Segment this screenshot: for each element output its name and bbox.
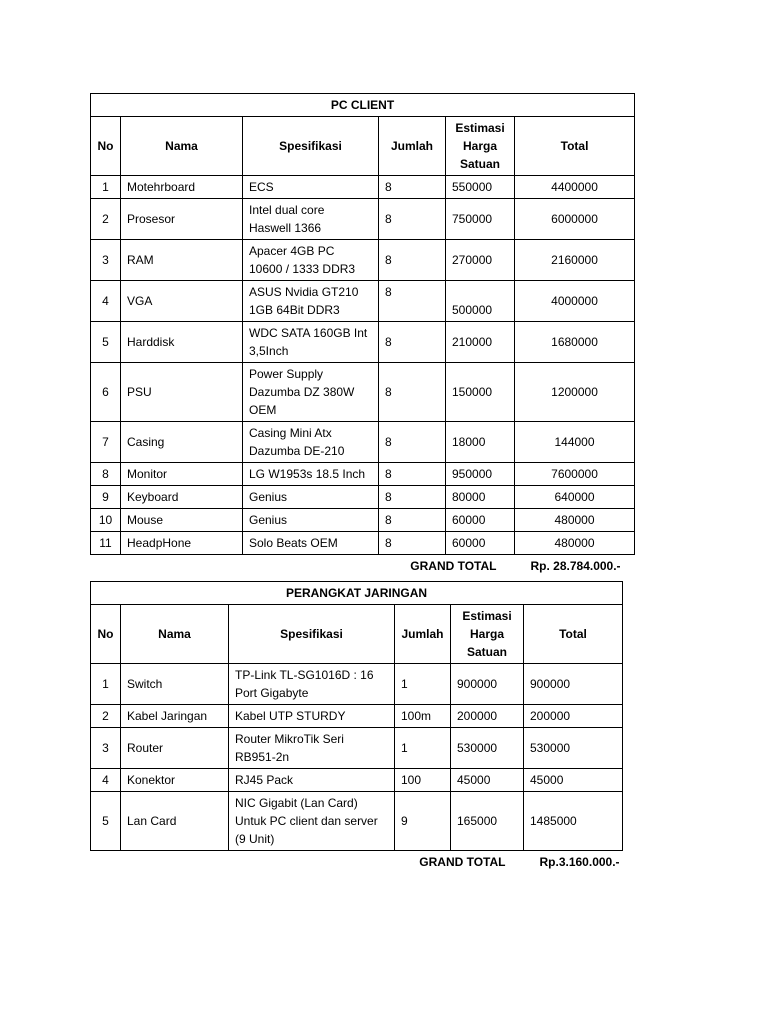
- cell-nama: Switch: [121, 664, 229, 705]
- cell-harga: 18000: [446, 422, 515, 463]
- cell-spesifikasi: ECS: [243, 176, 379, 199]
- cell-no: 11: [91, 532, 121, 555]
- cell-spesifikasi: Kabel UTP STURDY: [229, 705, 395, 728]
- cell-harga: 900000: [451, 664, 524, 705]
- header-no: No: [91, 605, 121, 664]
- cell-total: 7600000: [515, 463, 635, 486]
- cell-harga: 550000: [446, 176, 515, 199]
- cell-jumlah: 8: [379, 463, 446, 486]
- cell-spesifikasi: Apacer 4GB PC 10600 / 1333 DDR3: [243, 240, 379, 281]
- table-title: PERANGKAT JARINGAN: [91, 582, 623, 605]
- grand-total-value: Rp.3.160.000.-: [539, 855, 620, 869]
- cell-spesifikasi: Power Supply Dazumba DZ 380W OEM: [243, 363, 379, 422]
- cell-jumlah: 8: [379, 322, 446, 363]
- table-row: [91, 664, 623, 705]
- cell-harga: 530000: [451, 728, 524, 769]
- cell-nama: Harddisk: [121, 322, 243, 363]
- header-total: Total: [524, 605, 623, 664]
- cell-jumlah: 100m: [395, 705, 451, 728]
- cell-jumlah: 100: [395, 769, 451, 792]
- cell-no: 3: [91, 240, 121, 281]
- cell-harga: 500000: [446, 281, 515, 322]
- cell-jumlah: 8: [379, 281, 446, 322]
- cell-jumlah: 8: [379, 240, 446, 281]
- cell-total: 480000: [515, 509, 635, 532]
- cell-jumlah: 8: [379, 176, 446, 199]
- header-estimasi-harga: Estimasi Harga Satuan: [446, 117, 515, 176]
- header-nama: Nama: [121, 605, 229, 664]
- cell-spesifikasi: Casing Mini Atx Dazumba DE-210: [243, 422, 379, 463]
- cell-spesifikasi: NIC Gigabit (Lan Card) Untuk PC client dan server (9 Unit): [229, 792, 395, 851]
- cell-total: 530000: [524, 728, 623, 769]
- cell-harga: 45000: [451, 769, 524, 792]
- cell-total: 4000000: [515, 281, 635, 322]
- grand-total-label: GRAND TOTAL: [419, 855, 506, 869]
- cell-harga: 60000: [446, 532, 515, 555]
- cell-harga: 750000: [446, 199, 515, 240]
- cell-spesifikasi: WDC SATA 160GB Int 3,5Inch: [243, 322, 379, 363]
- cell-harga: 80000: [446, 486, 515, 509]
- cell-nama: Lan Card: [121, 792, 229, 851]
- cell-no: 7: [91, 422, 121, 463]
- cell-nama: RAM: [121, 240, 243, 281]
- cell-jumlah: 8: [379, 486, 446, 509]
- cell-spesifikasi: ASUS Nvidia GT210 1GB 64Bit DDR3: [243, 281, 379, 322]
- cell-nama: Prosesor: [121, 199, 243, 240]
- table-row: [91, 199, 635, 240]
- cell-total: 45000: [524, 769, 623, 792]
- cell-no: 2: [91, 199, 121, 240]
- cell-nama: HeadpHone: [121, 532, 243, 555]
- cell-total: 1200000: [515, 363, 635, 422]
- cell-total: 1485000: [524, 792, 623, 851]
- table-title-row: [91, 94, 635, 117]
- cell-no: 4: [91, 769, 121, 792]
- cell-harga: 60000: [446, 509, 515, 532]
- header-estimasi-harga: Estimasi Harga Satuan: [451, 605, 524, 664]
- cell-total: 6000000: [515, 199, 635, 240]
- grand-total-label: GRAND TOTAL: [410, 559, 497, 573]
- grand-total-row: [91, 555, 635, 578]
- table-row: [91, 705, 623, 728]
- cell-jumlah: 8: [379, 363, 446, 422]
- cell-jumlah: 8: [379, 422, 446, 463]
- perangkat-jaringan-table: [90, 581, 623, 873]
- table-title: PC CLIENT: [91, 94, 635, 117]
- table-row: [91, 532, 635, 555]
- cell-no: 9: [91, 486, 121, 509]
- header-nama: Nama: [121, 117, 243, 176]
- cell-nama: PSU: [121, 363, 243, 422]
- cell-total: 480000: [515, 532, 635, 555]
- table-row: [91, 792, 623, 851]
- cell-no: 1: [91, 176, 121, 199]
- cell-nama: Kabel Jaringan: [121, 705, 229, 728]
- table-row: [91, 281, 635, 322]
- cell-nama: Casing: [121, 422, 243, 463]
- cell-nama: Mouse: [121, 509, 243, 532]
- cell-total: 1680000: [515, 322, 635, 363]
- cell-no: 3: [91, 728, 121, 769]
- header-jumlah: Jumlah: [379, 117, 446, 176]
- cell-total: 144000: [515, 422, 635, 463]
- cell-total: 640000: [515, 486, 635, 509]
- table-row: [91, 769, 623, 792]
- cell-jumlah: 9: [395, 792, 451, 851]
- cell-harga: 270000: [446, 240, 515, 281]
- cell-spesifikasi: LG W1953s 18.5 Inch: [243, 463, 379, 486]
- cell-total: 200000: [524, 705, 623, 728]
- cell-nama: Router: [121, 728, 229, 769]
- cell-jumlah: 8: [379, 509, 446, 532]
- cell-total: 2160000: [515, 240, 635, 281]
- table-row: [91, 322, 635, 363]
- cell-spesifikasi: Genius: [243, 509, 379, 532]
- table-row: [91, 509, 635, 532]
- table-row: [91, 486, 635, 509]
- cell-nama: Monitor: [121, 463, 243, 486]
- cell-harga: 200000: [451, 705, 524, 728]
- grand-total-value: Rp. 28.784.000.-: [530, 559, 621, 573]
- table-row: [91, 363, 635, 422]
- cell-no: 4: [91, 281, 121, 322]
- cell-no: 5: [91, 792, 121, 851]
- cell-no: 6: [91, 363, 121, 422]
- cell-no: 10: [91, 509, 121, 532]
- grand-total-row: [91, 851, 623, 874]
- cell-spesifikasi: Intel dual core Haswell 1366: [243, 199, 379, 240]
- cell-no: 2: [91, 705, 121, 728]
- cell-harga: 210000: [446, 322, 515, 363]
- cell-nama: Keyboard: [121, 486, 243, 509]
- pc-client-table: [90, 93, 635, 577]
- table-header-row: [91, 605, 623, 664]
- cell-jumlah: 8: [379, 532, 446, 555]
- cell-spesifikasi: TP-Link TL-SG1016D : 16 Port Gigabyte: [229, 664, 395, 705]
- cell-spesifikasi: Router MikroTik Seri RB951-2n: [229, 728, 395, 769]
- table-row: [91, 728, 623, 769]
- cell-jumlah: 1: [395, 728, 451, 769]
- cell-total: 4400000: [515, 176, 635, 199]
- cell-harga: 150000: [446, 363, 515, 422]
- table-row: [91, 422, 635, 463]
- cell-harga: 950000: [446, 463, 515, 486]
- cell-no: 5: [91, 322, 121, 363]
- cell-spesifikasi: RJ45 Pack: [229, 769, 395, 792]
- cell-jumlah: 1: [395, 664, 451, 705]
- cell-harga: 165000: [451, 792, 524, 851]
- header-total: Total: [515, 117, 635, 176]
- cell-nama: Konektor: [121, 769, 229, 792]
- cell-nama: VGA: [121, 281, 243, 322]
- cell-total: 900000: [524, 664, 623, 705]
- cell-no: 1: [91, 664, 121, 705]
- table-header-row: [91, 117, 635, 176]
- table-row: [91, 240, 635, 281]
- cell-spesifikasi: Solo Beats OEM: [243, 532, 379, 555]
- header-spesifikasi: Spesifikasi: [243, 117, 379, 176]
- table-row: [91, 176, 635, 199]
- header-no: No: [91, 117, 121, 176]
- header-jumlah: Jumlah: [395, 605, 451, 664]
- cell-nama: Motehrboard: [121, 176, 243, 199]
- header-spesifikasi: Spesifikasi: [229, 605, 395, 664]
- cell-no: 8: [91, 463, 121, 486]
- table-row: [91, 463, 635, 486]
- cell-jumlah: 8: [379, 199, 446, 240]
- cell-spesifikasi: Genius: [243, 486, 379, 509]
- table-title-row: [91, 582, 623, 605]
